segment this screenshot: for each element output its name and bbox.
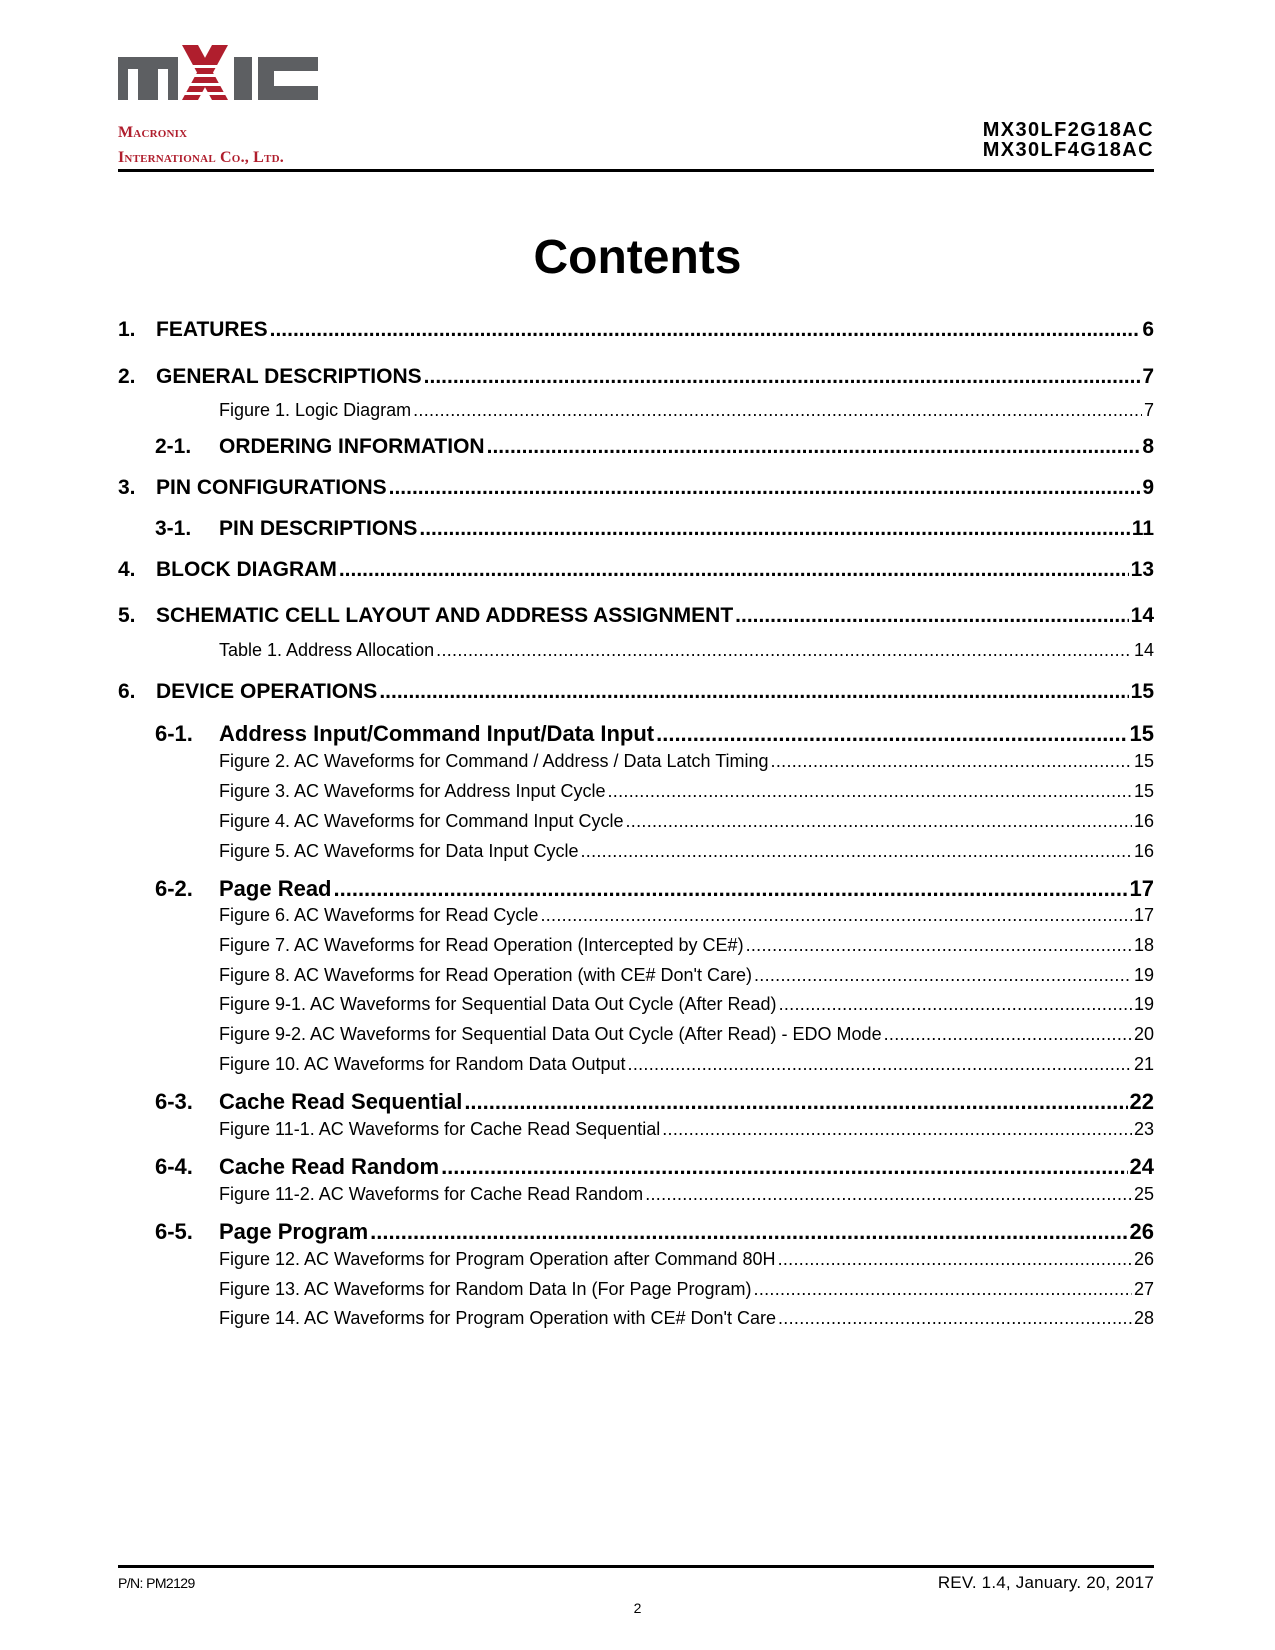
toc-entry-page: 9	[1142, 476, 1154, 499]
toc-entry-page: 8	[1142, 435, 1154, 458]
toc-entry-number: 6-3.	[155, 1089, 193, 1114]
toc-dot-leader	[779, 994, 1132, 1015]
toc-entry-number: 2-1.	[155, 435, 192, 458]
toc-entry-title: Cache Read Random	[219, 1154, 440, 1179]
toc-dot-leader	[778, 1249, 1132, 1270]
toc-entry-title: Figure 10. AC Waveforms for Random Data Output	[219, 1054, 626, 1074]
toc-entry-number: 6-1.	[155, 721, 193, 746]
toc-entry-page: 6	[1142, 318, 1154, 341]
toc-entry-page: 14	[1133, 640, 1154, 660]
toc-dot-leader	[628, 1054, 1132, 1075]
toc-entry-page: 16	[1133, 841, 1154, 861]
toc-entry[interactable]	[118, 994, 1154, 1015]
toc-entry[interactable]	[118, 781, 1154, 802]
company-name-line2: International Co., Ltd.	[118, 149, 284, 166]
toc-dot-leader	[379, 680, 1128, 704]
toc-entry-title: PIN DESCRIPTIONS	[219, 517, 418, 540]
toc-entry[interactable]	[118, 640, 1154, 661]
toc-entry[interactable]	[118, 876, 1154, 902]
toc-dot-leader	[441, 1154, 1127, 1180]
toc-entry-page: 7	[1142, 365, 1154, 388]
toc-entry-page: 25	[1133, 1184, 1154, 1204]
toc-entry[interactable]	[118, 1249, 1154, 1270]
toc-entry-page: 17	[1133, 905, 1154, 925]
toc-dot-leader	[607, 781, 1131, 802]
toc-entry-title: BLOCK DIAGRAM	[156, 558, 337, 581]
toc-entry-title: ORDERING INFORMATION	[219, 435, 485, 458]
toc-entry-number: 6-2.	[155, 876, 193, 901]
toc-entry-title: Figure 11-2. AC Waveforms for Cache Read Random	[219, 1184, 644, 1204]
toc-dot-leader	[334, 876, 1128, 902]
toc-entry-title: Figure 5. AC Waveforms for Data Input Cycle	[219, 841, 579, 861]
toc-entry[interactable]	[118, 476, 1154, 500]
toc-dot-leader	[580, 841, 1132, 862]
toc-dot-leader	[370, 1219, 1127, 1245]
toc-entry-page: 20	[1133, 1024, 1154, 1044]
toc-entry-title: Figure 1. Logic Diagram	[219, 400, 412, 420]
toc-entry-page: 7	[1143, 400, 1154, 420]
toc-dot-leader	[884, 1024, 1132, 1045]
toc-dot-leader	[389, 476, 1141, 500]
toc-entry[interactable]	[118, 935, 1154, 956]
mxic-logo	[118, 45, 340, 111]
page-number: 2	[633, 1600, 642, 1616]
toc-dot-leader	[464, 1089, 1127, 1115]
toc-entry-number: 4.	[118, 558, 136, 581]
toc-dot-leader	[778, 1308, 1132, 1329]
toc-entry-title: Address Input/Command Input/Data Input	[219, 721, 655, 746]
company-name	[118, 120, 284, 170]
toc-entry-title: Page Read	[219, 876, 332, 901]
toc-entry-page: 15	[1133, 751, 1154, 771]
toc-entry-page: 26	[1129, 1219, 1154, 1244]
toc-entry-page: 11	[1131, 517, 1154, 540]
toc-entry[interactable]	[118, 365, 1154, 389]
toc-entry[interactable]	[118, 1184, 1154, 1205]
toc-entry-title: Figure 9-1. AC Waveforms for Sequential Data Out Cycle (After Read)	[219, 994, 777, 1014]
toc-entry-page: 15	[1129, 721, 1154, 746]
part-number-footer: P/N: PM2129	[118, 1575, 195, 1591]
toc-entry-title: SCHEMATIC CELL LAYOUT AND ADDRESS ASSIGNMENT	[156, 604, 734, 627]
toc-entry[interactable]	[118, 1308, 1154, 1329]
toc-entry-page: 21	[1133, 1054, 1154, 1074]
toc-entry[interactable]	[118, 721, 1154, 747]
toc-entry-page: 19	[1133, 994, 1154, 1014]
toc-entry-page: 15	[1133, 781, 1154, 801]
toc-entry-title: Figure 4. AC Waveforms for Command Input Cycle	[219, 811, 624, 831]
toc-entry[interactable]	[118, 811, 1154, 832]
toc-entry[interactable]	[118, 1219, 1154, 1245]
toc-entry[interactable]	[118, 751, 1154, 772]
toc-entry[interactable]	[118, 841, 1154, 862]
toc-entry-page: 28	[1133, 1308, 1154, 1328]
page-title: Contents	[533, 231, 742, 284]
footer-divider	[118, 1565, 1154, 1568]
toc-entry-title: Figure 8. AC Waveforms for Read Operation (with CE# Don't Care)	[219, 965, 752, 985]
toc-entry-title: Figure 14. AC Waveforms for Program Operation with CE# Don't Care	[219, 1308, 776, 1328]
toc-entry[interactable]	[118, 905, 1154, 926]
company-name-line1: Macronix	[118, 124, 188, 141]
toc-entry-title: Figure 13. AC Waveforms for Random Data In (For Page Program)	[219, 1279, 752, 1299]
toc-entry[interactable]	[118, 1089, 1154, 1115]
toc-entry[interactable]	[118, 400, 1154, 421]
toc-entry-page: 19	[1133, 965, 1154, 985]
toc-entry-number: 2.	[118, 365, 136, 388]
toc-dot-leader	[339, 558, 1129, 582]
toc-dot-leader	[419, 517, 1129, 541]
toc-entry-title: DEVICE OPERATIONS	[156, 680, 378, 703]
toc-dot-leader	[424, 365, 1141, 389]
toc-entry[interactable]	[118, 680, 1154, 704]
toc-entry-page: 27	[1133, 1279, 1154, 1299]
toc-entry-title: Figure 7. AC Waveforms for Read Operation (Intercepted by CE#)	[219, 935, 744, 955]
toc-dot-leader	[436, 640, 1132, 661]
toc-entry-title: Figure 11-1. AC Waveforms for Cache Read Sequential	[219, 1119, 661, 1139]
toc-entry-number: 6-4.	[155, 1154, 193, 1179]
toc-dot-leader	[270, 318, 1141, 342]
toc-dot-leader	[735, 604, 1128, 628]
part-number-1: MX30LF2G18AC	[982, 119, 1154, 141]
toc-entry-page: 26	[1133, 1249, 1154, 1269]
toc-entry-number: 5.	[118, 604, 136, 627]
toc-entry-title: Page Program	[219, 1219, 369, 1244]
toc-entry[interactable]	[118, 604, 1154, 628]
revision-date: REV. 1.4, January. 20, 2017	[937, 1573, 1154, 1592]
toc-entry-title: Table 1. Address Allocation	[219, 640, 435, 660]
toc-entry-title: PIN CONFIGURATIONS	[156, 476, 387, 499]
toc-entry-page: 22	[1129, 1089, 1154, 1114]
toc-entry-title: Figure 12. AC Waveforms for Program Operation after Command 80H	[219, 1249, 776, 1269]
toc-entry-page: 18	[1133, 935, 1154, 955]
toc-entry-page: 23	[1133, 1119, 1154, 1139]
toc-entry[interactable]	[118, 1054, 1154, 1075]
toc-entry[interactable]	[118, 1119, 1154, 1140]
toc-entry-title: Figure 3. AC Waveforms for Address Input Cycle	[219, 781, 606, 801]
toc-dot-leader	[656, 721, 1127, 747]
toc-entry[interactable]	[118, 1154, 1154, 1180]
toc-dot-leader	[625, 811, 1131, 832]
toc-entry-title: Figure 9-2. AC Waveforms for Sequential Data Out Cycle (After Read) - EDO Mode	[219, 1024, 882, 1044]
toc-entry-title: Figure 6. AC Waveforms for Read Cycle	[219, 905, 539, 925]
header-divider	[118, 169, 1154, 172]
toc-entry-page: 15	[1130, 680, 1154, 703]
toc-entry-page: 13	[1130, 558, 1154, 581]
toc-entry-title: Figure 2. AC Waveforms for Command / Address / Data Latch Timing	[219, 751, 769, 771]
part-numbers	[983, 120, 1154, 160]
toc-entry-page: 24	[1129, 1154, 1154, 1179]
toc-entry-number: 6-5.	[155, 1219, 193, 1244]
toc-entry-page: 17	[1129, 876, 1154, 901]
toc-dot-leader	[645, 1184, 1132, 1205]
toc-dot-leader	[754, 965, 1132, 986]
toc-entry[interactable]	[118, 1279, 1154, 1300]
toc-dot-leader	[771, 751, 1132, 772]
toc-dot-leader	[754, 1279, 1132, 1300]
toc-entry-number: 3-1.	[155, 517, 192, 540]
part-number-2: MX30LF4G18AC	[982, 139, 1154, 161]
toc-entry-page: 16	[1133, 811, 1154, 831]
toc-entry[interactable]	[118, 517, 1154, 541]
toc-entry-title: GENERAL DESCRIPTIONS	[156, 365, 422, 388]
toc-entry[interactable]	[118, 1024, 1154, 1045]
toc-entry-number: 6.	[118, 680, 136, 703]
toc-dot-leader	[540, 905, 1132, 926]
toc-dot-leader	[662, 1119, 1132, 1140]
toc-entry[interactable]	[118, 318, 1154, 342]
toc-entry-number: 1.	[118, 318, 136, 341]
toc-dot-leader	[413, 400, 1142, 421]
toc-entry[interactable]	[118, 965, 1154, 986]
toc-entry-title: FEATURES	[156, 318, 268, 341]
toc-entry-number: 3.	[118, 476, 136, 499]
toc-entry-page: 14	[1130, 604, 1154, 627]
toc-entry[interactable]	[118, 558, 1154, 582]
toc-entry-title: Cache Read Sequential	[219, 1089, 463, 1114]
toc-dot-leader	[487, 435, 1141, 459]
toc-dot-leader	[746, 935, 1132, 956]
toc-entry[interactable]	[118, 435, 1154, 459]
